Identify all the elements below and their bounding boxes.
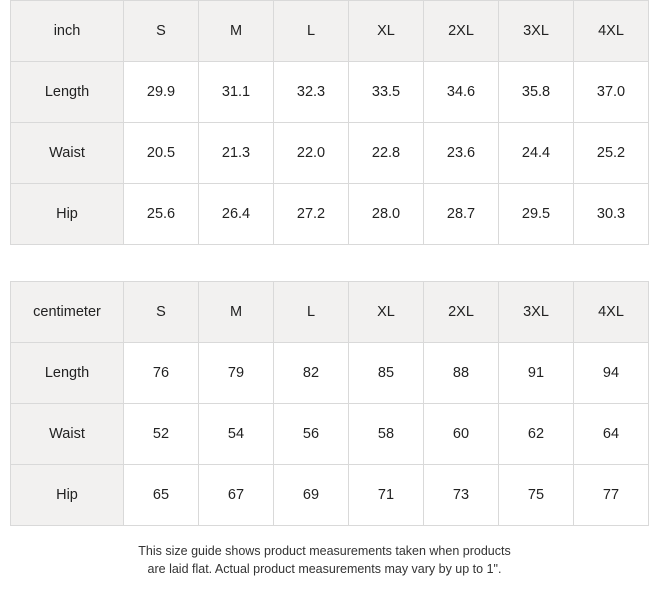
cell-waist-m: 21.3 <box>199 123 274 184</box>
size-guide-note <box>0 542 649 578</box>
cell-hip-2xl: 28.7 <box>424 184 499 245</box>
size-header-4xl: 4XL <box>574 282 649 343</box>
cell-length-4xl: 94 <box>574 343 649 404</box>
table-header-row <box>11 1 649 62</box>
cell-hip-xl: 28.0 <box>349 184 424 245</box>
cell-length-m: 79 <box>199 343 274 404</box>
cell-hip-m: 26.4 <box>199 184 274 245</box>
cell-waist-3xl: 62 <box>499 404 574 465</box>
cell-hip-4xl: 30.3 <box>574 184 649 245</box>
cell-waist-4xl: 25.2 <box>574 123 649 184</box>
cell-length-xl: 33.5 <box>349 62 424 123</box>
cell-waist-xl: 58 <box>349 404 424 465</box>
row-label-hip: Hip <box>11 465 124 526</box>
cell-length-2xl: 88 <box>424 343 499 404</box>
cell-hip-l: 69 <box>274 465 349 526</box>
cell-waist-l: 22.0 <box>274 123 349 184</box>
row-label-waist: Waist <box>11 404 124 465</box>
note-line-2: are laid flat. Actual product measurements may vary by up to 1". <box>147 562 502 577</box>
cell-length-3xl: 91 <box>499 343 574 404</box>
cell-length-4xl: 37.0 <box>574 62 649 123</box>
cell-length-xl: 85 <box>349 343 424 404</box>
cell-waist-2xl: 60 <box>424 404 499 465</box>
cell-waist-s: 20.5 <box>124 123 199 184</box>
size-header-xl: XL <box>349 1 424 62</box>
cell-length-s: 29.9 <box>124 62 199 123</box>
size-header-2xl: 2XL <box>424 1 499 62</box>
table-row <box>11 343 649 404</box>
cell-length-3xl: 35.8 <box>499 62 574 123</box>
inch-size-table <box>10 0 649 245</box>
unit-label: centimeter <box>11 282 124 343</box>
size-header-s: S <box>124 282 199 343</box>
cell-hip-3xl: 75 <box>499 465 574 526</box>
table-header-row <box>11 282 649 343</box>
cell-hip-2xl: 73 <box>424 465 499 526</box>
size-header-3xl: 3XL <box>499 1 574 62</box>
cell-waist-m: 54 <box>199 404 274 465</box>
cell-length-m: 31.1 <box>199 62 274 123</box>
cell-hip-l: 27.2 <box>274 184 349 245</box>
cell-waist-2xl: 23.6 <box>424 123 499 184</box>
centimeter-table-block <box>0 281 649 526</box>
size-header-xl: XL <box>349 282 424 343</box>
cell-length-2xl: 34.6 <box>424 62 499 123</box>
size-header-l: L <box>274 282 349 343</box>
row-label-waist: Waist <box>11 123 124 184</box>
cell-waist-xl: 22.8 <box>349 123 424 184</box>
note-line-1: This size guide shows product measurements taken when products <box>138 544 511 558</box>
cell-hip-xl: 71 <box>349 465 424 526</box>
table-row <box>11 62 649 123</box>
cell-waist-l: 56 <box>274 404 349 465</box>
row-label-length: Length <box>11 62 124 123</box>
cell-waist-3xl: 24.4 <box>499 123 574 184</box>
size-header-m: M <box>199 282 274 343</box>
cell-hip-m: 67 <box>199 465 274 526</box>
cell-waist-s: 52 <box>124 404 199 465</box>
row-label-length: Length <box>11 343 124 404</box>
size-header-3xl: 3XL <box>499 282 574 343</box>
table-row <box>11 123 649 184</box>
cell-length-l: 82 <box>274 343 349 404</box>
cell-hip-3xl: 29.5 <box>499 184 574 245</box>
unit-label: inch <box>11 1 124 62</box>
inch-table-block <box>0 0 649 245</box>
size-header-l: L <box>274 1 349 62</box>
cell-hip-s: 65 <box>124 465 199 526</box>
centimeter-size-table <box>10 281 649 526</box>
row-label-hip: Hip <box>11 184 124 245</box>
table-row <box>11 404 649 465</box>
size-header-s: S <box>124 1 199 62</box>
cell-length-l: 32.3 <box>274 62 349 123</box>
table-divider-space <box>0 245 649 281</box>
size-header-4xl: 4XL <box>574 1 649 62</box>
cell-hip-4xl: 77 <box>574 465 649 526</box>
table-row <box>11 465 649 526</box>
cell-length-s: 76 <box>124 343 199 404</box>
size-header-m: M <box>199 1 274 62</box>
table-row <box>11 184 649 245</box>
cell-hip-s: 25.6 <box>124 184 199 245</box>
cell-waist-4xl: 64 <box>574 404 649 465</box>
size-header-2xl: 2XL <box>424 282 499 343</box>
